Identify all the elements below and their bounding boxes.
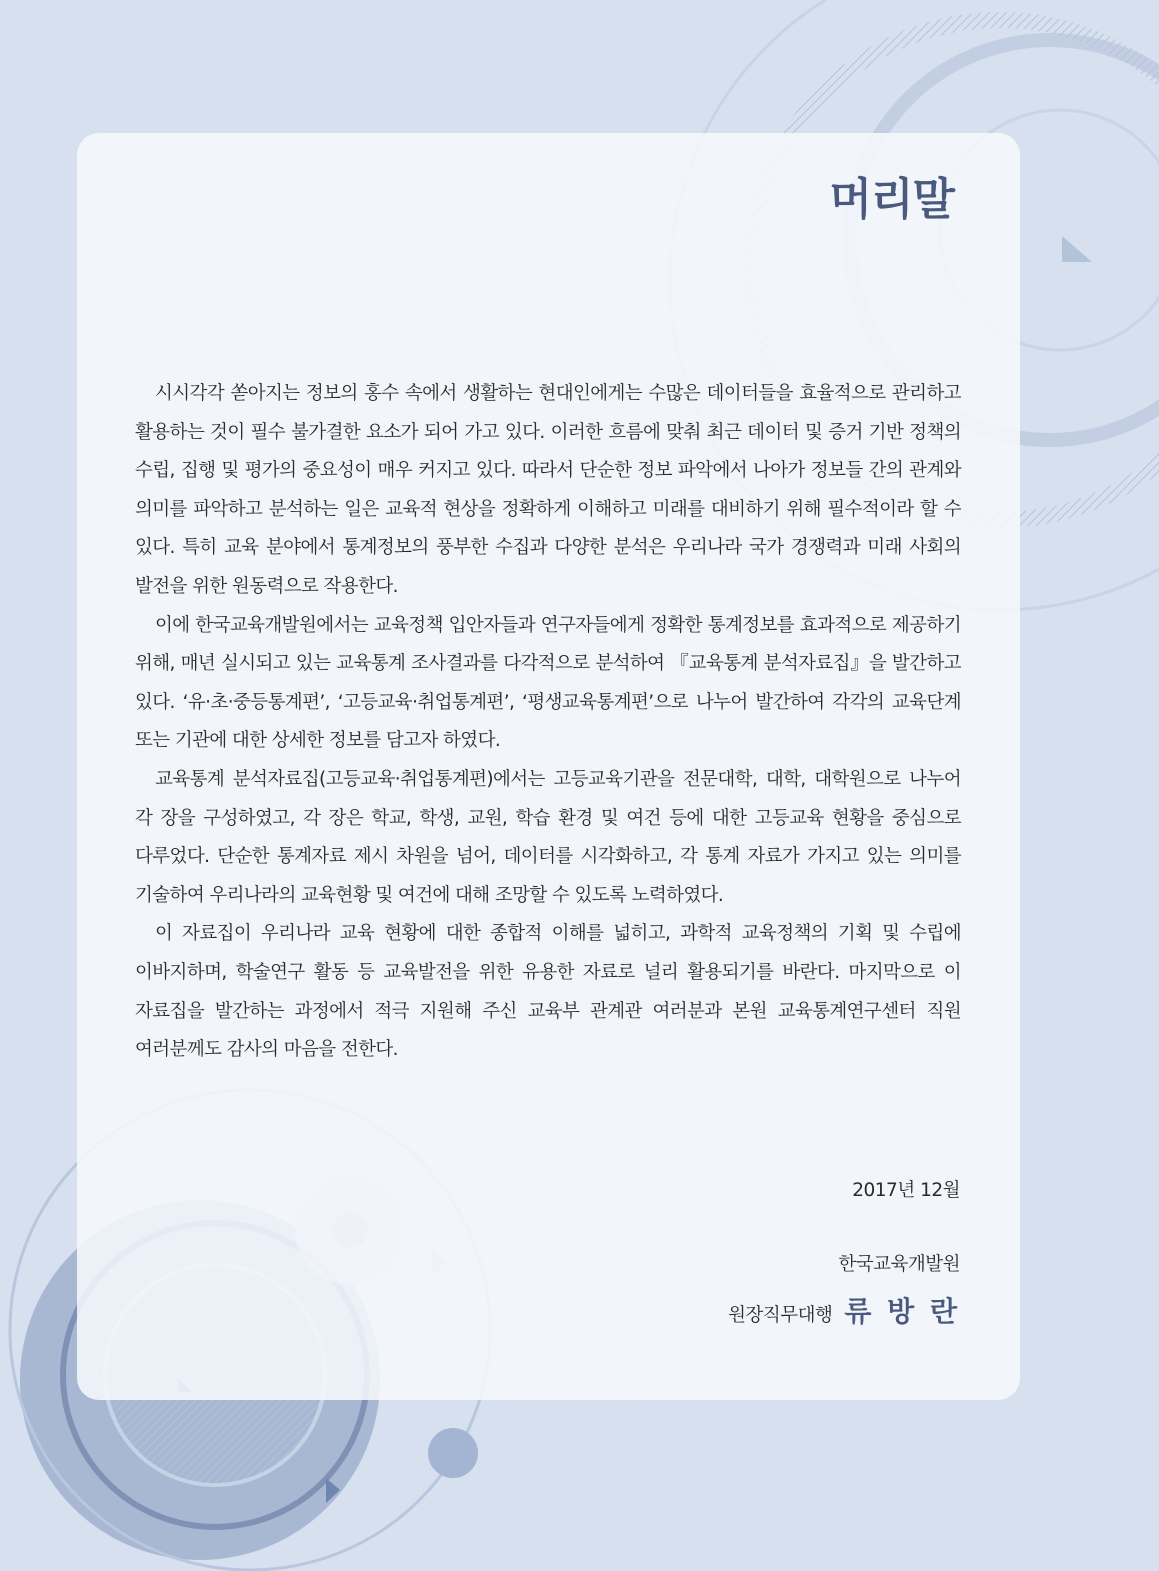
body-text bbox=[135, 375, 961, 1070]
page-title: 머리말 bbox=[829, 174, 954, 225]
organization-name: 한국교육개발원 bbox=[838, 1254, 960, 1275]
paragraph-2: 이에 한국교육개발원에서는 교육정책 입안자들과 연구자들에게 정확한 통계정보를 효과적으로 제공하기 위해, 매년 실시되고 있는 교육통계 조사결과를 다각적으로 분석하여 『교육통계 분석자료집』을 발간하고 있다. ‘유·초·중등통계편’, ‘고등교육·취업통계편’, ‘평생교육통계편’으로 나누어 발간하여 각각의 교육단계 또는 기관에 대한 상세한 정보를 담고자 하였다. bbox=[135, 614, 961, 752]
paragraph-1: 시시각각 쏟아지는 정보의 홍수 속에서 생활하는 현대인에게는 수많은 데이터들을 효율적으로 관리하고 활용하는 것이 필수 불가결한 요소가 되어 가고 있다. 이러한 흐름에 맞춰 최근 데이터 및 증거 기반 정책의 수립, 집행 및 평가의 중요성이 매우 커지고 있다. 따라서 단순한 정보 파악에서 나아가 정보들 간의 관계와 의미를 파악하고 분석하는 일은 교육적 현상을 정확하게 이해하고 미래를 대비하기 위해 필수적이라 할 수 있다. 특히 교육 분야에서 통계정보의 풍부한 수집과 다양한 분석은 우리나라 국가 경쟁력과 미래 사회의 발전을 위한 원동력으로 작용한다. bbox=[135, 383, 961, 597]
paragraph-3: 교육통계 분석자료집(고등교육·취업통계편)에서는 고등교육기관을 전문대학, 대학, 대학원으로 나누어 각 장을 구성하였고, 각 장은 학교, 학생, 교원, 학습 환경 및 여건 등에 대한 고등교육 현황을 중심으로 다루었다. 단순한 통계자료 제시 차원을 넘어, 데이터를 시각화하고, 각 통계 자료가 가지고 있는 의미를 기술하여 우리나라의 교육현황 및 여건에 대해 조망할 수 있도록 노력하였다. bbox=[135, 768, 961, 906]
paragraph-4: 이 자료집이 우리나라 교육 현황에 대한 종합적 이해를 넓히고, 과학적 교육정책의 기획 및 수립에 이바지하며, 학술연구 활동 등 교육발전을 위한 유용한 자료로 널리 활용되기를 바란다. 마지막으로 이 자료집을 발간하는 과정에서 적극 지원해 주신 교육부 관계관 여러분과 본원 교육통계연구센터 직원 여러분께도 감사의 마음을 전한다. bbox=[135, 923, 961, 1061]
signer-position: 원장직무대행 bbox=[728, 1305, 833, 1326]
publication-date: 2017년 12월 bbox=[852, 1180, 960, 1201]
content-card bbox=[77, 133, 1020, 1400]
signer-name: 류 방 란 bbox=[844, 1295, 960, 1328]
signature bbox=[728, 1290, 960, 1330]
